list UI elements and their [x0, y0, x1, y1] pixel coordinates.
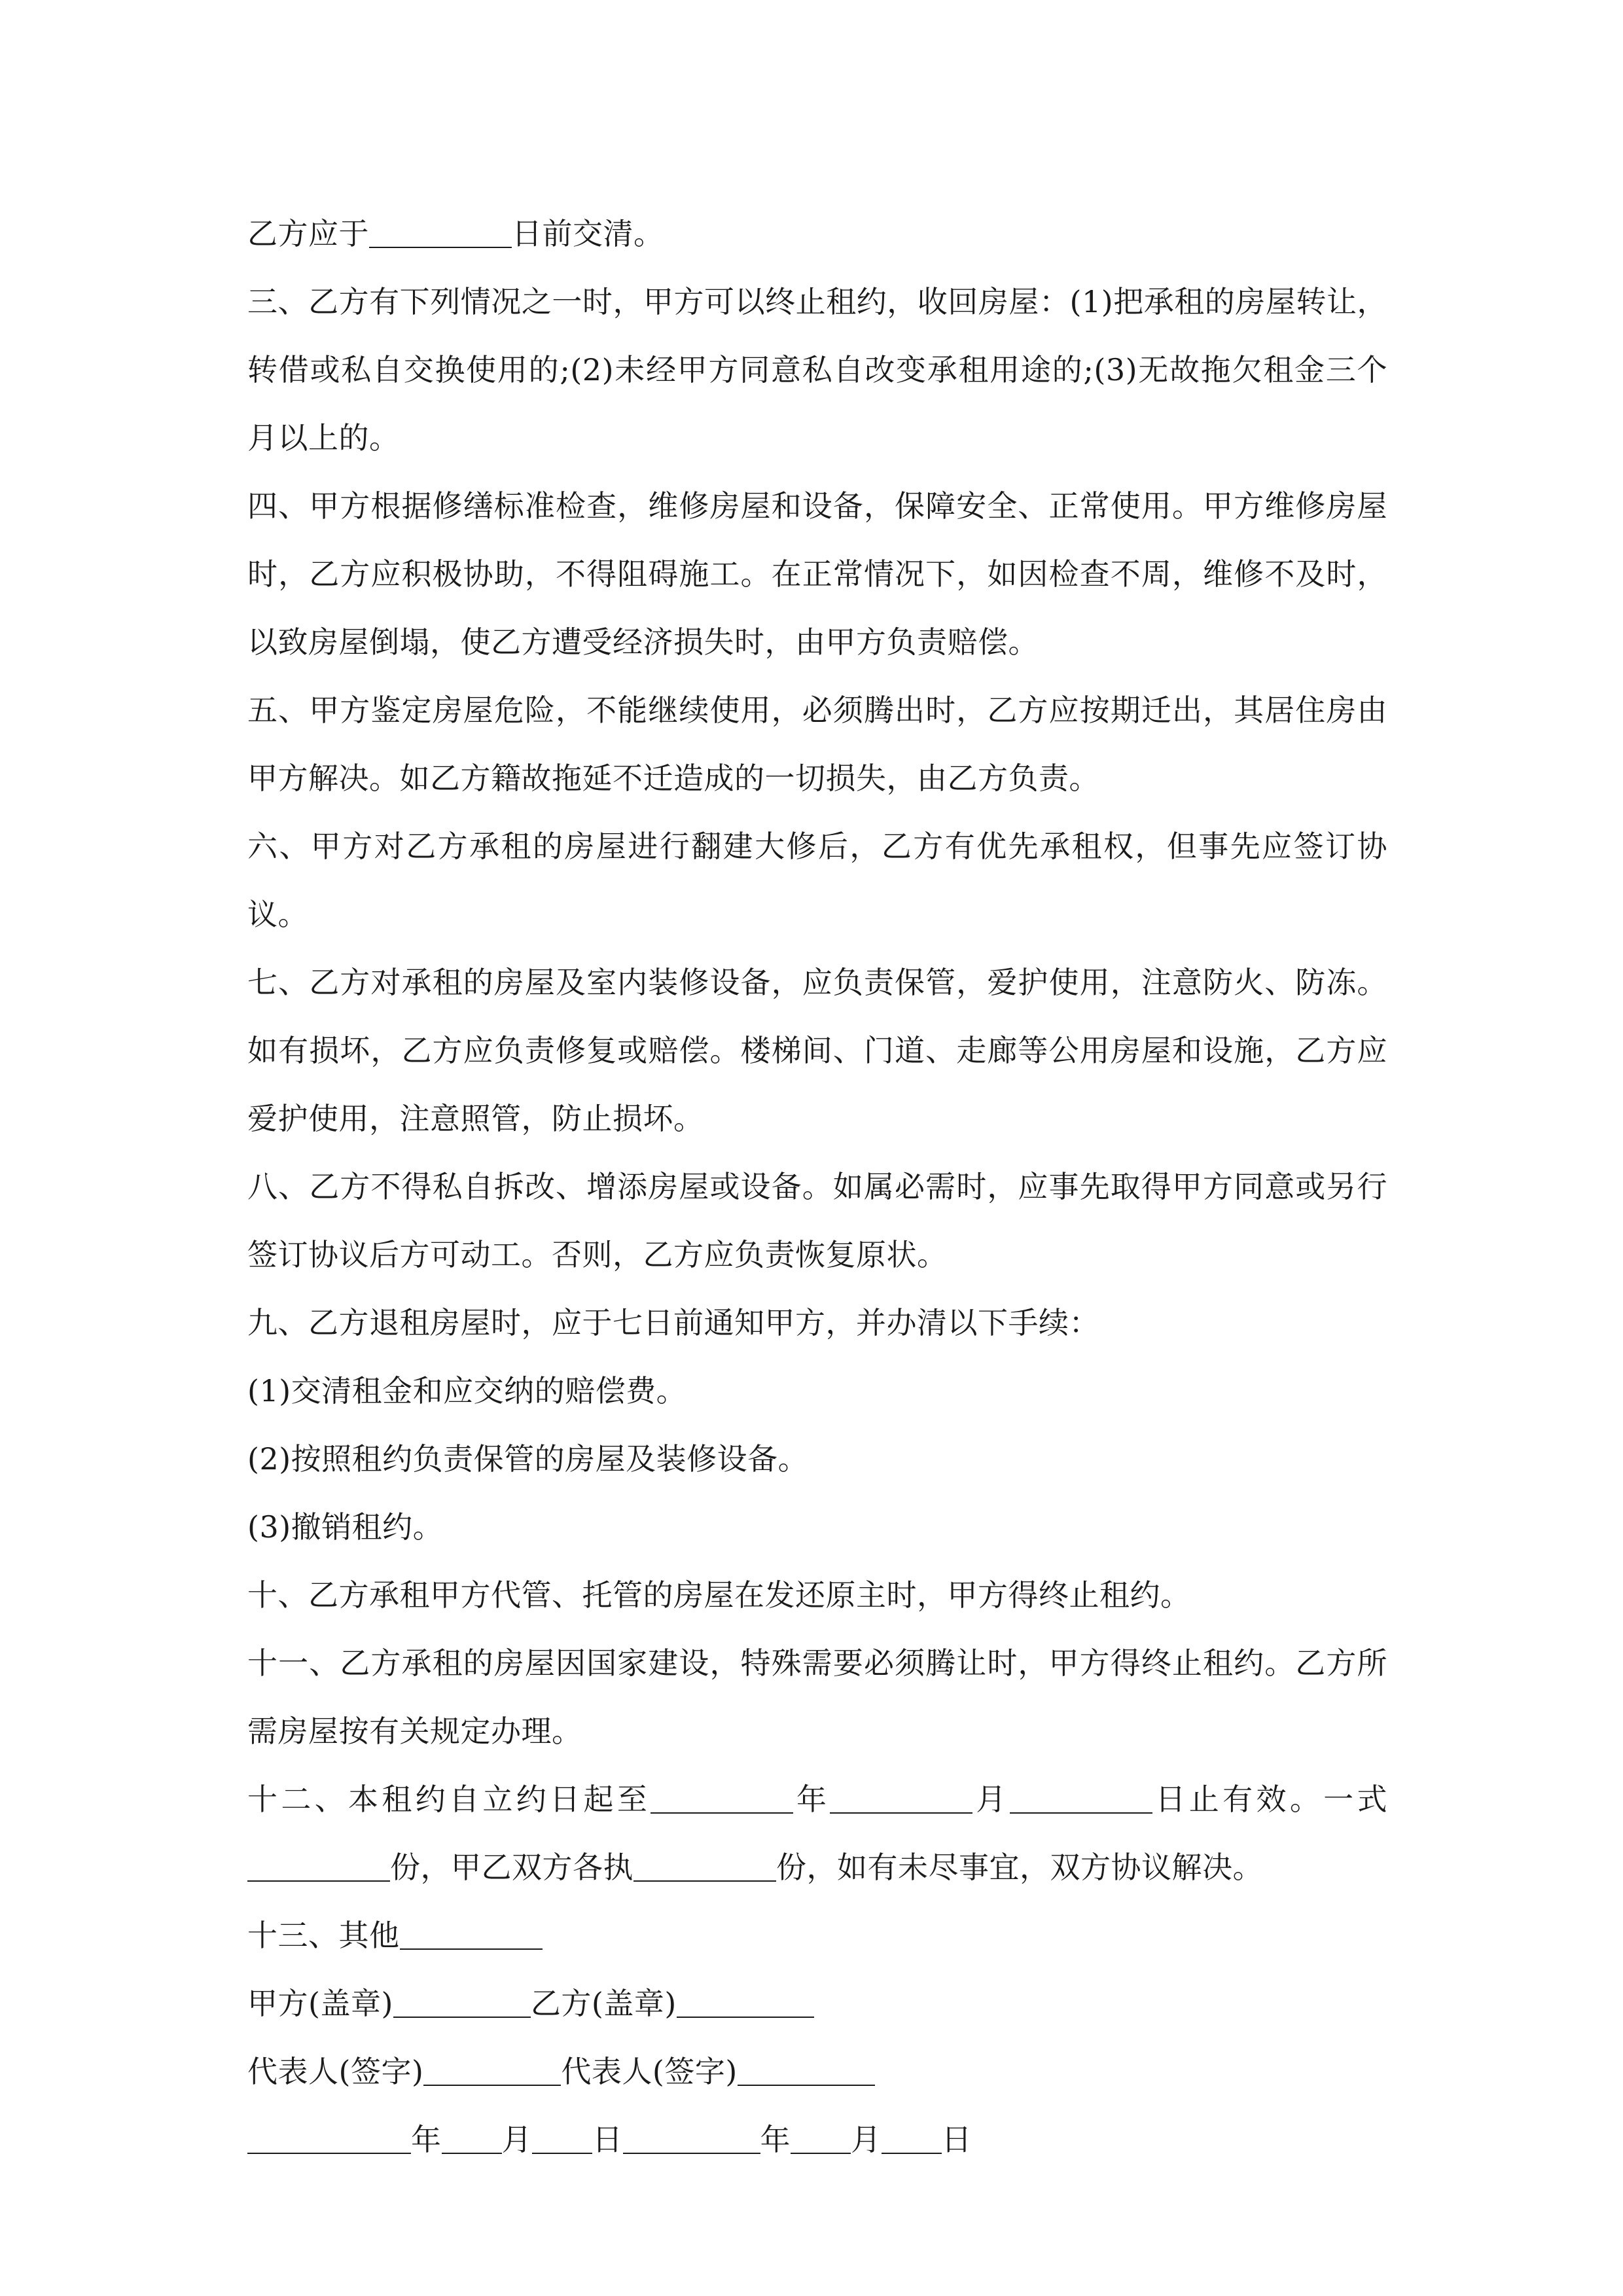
rep-a-signature-label: 代表人(签字)	[247, 2054, 424, 2089]
party-b-seal-label: 乙方(盖章)	[530, 1986, 677, 2021]
end-day-blank	[1010, 1784, 1152, 1814]
clause-12-text-1: 十二、本租约自立约日起至	[247, 1782, 651, 1817]
party-b-month-label: 月	[851, 2122, 882, 2157]
payment-date-blank	[369, 218, 512, 248]
clause-12-text-4: 份，如有未尽事宜，双方协议解决。	[776, 1850, 1263, 1885]
clause-9: 九、乙方退租房屋时，应于七日前通知甲方，并办清以下手续：	[247, 1305, 1099, 1340]
clause-10: 十、乙方承租甲方代管、托管的房屋在发还原主时，甲方得终止租约。	[247, 1577, 1191, 1613]
copies-each-blank	[633, 1852, 776, 1882]
signature-line	[247, 2037, 1387, 2106]
rep-b-signature-label: 代表人(签字)	[561, 2054, 738, 2089]
party-a-month-label: 月	[501, 2122, 532, 2157]
other-terms-blank	[400, 1920, 543, 1950]
party-a-day-blank	[532, 2124, 592, 2154]
party-a-year-label: 年	[411, 2122, 442, 2157]
rep-a-signature-blank	[423, 2056, 561, 2086]
clause-11: 十一、乙方承租的房屋因国家建设，特殊需要必须腾让时，甲方得终止租约。乙方所需房屋按有关规定办理。	[247, 1645, 1387, 1749]
clause-6: 六、甲方对乙方承租的房屋进行翻建大修后，乙方有优先承租权，但事先应签订协议。	[247, 829, 1387, 932]
clause-13	[247, 1901, 1387, 1969]
party-b-day-blank	[882, 2124, 942, 2154]
clause-9-item-3: (3)撤销租约。	[247, 1509, 444, 1545]
payment-deadline-line	[247, 200, 1387, 268]
clause-4: 四、甲方根据修缮标准检查，维修房屋和设备，保障安全、正常使用。甲方维修房屋时，乙方应积极协助，不得阻碍施工。在正常情况下，如因检查不周，维修不及时，以致房屋倒塌，使乙方遭受经济损失时，由甲方负责赔偿。	[247, 488, 1387, 660]
date-line	[247, 2106, 1387, 2174]
clause-8: 八、乙方不得私自拆改、增添房屋或设备。如属必需时，应事先取得甲方同意或另行签订协议后方可动工。否则，乙方应负责恢复原状。	[247, 1169, 1387, 1272]
rep-b-signature-blank	[738, 2056, 875, 2086]
seal-line	[247, 1969, 1387, 2037]
clause-12-text-2: 日止有效。一式	[1152, 1782, 1388, 1817]
party-a-month-blank	[442, 2124, 502, 2154]
clause-9-item-1: (1)交清租金和应交纳的赔偿费。	[247, 1373, 687, 1408]
end-year-blank	[651, 1784, 793, 1814]
clause-5: 五、甲方鉴定房屋危险，不能继续使用，必须腾出时，乙方应按期迁出，其居住房由甲方解决。如乙方籍故拖延不迁造成的一切损失，由乙方负责。	[247, 692, 1387, 796]
payment-deadline-suffix: 日前交清。	[512, 216, 664, 251]
party-b-day-label: 日	[941, 2122, 972, 2157]
party-b-year-blank	[623, 2124, 760, 2154]
party-a-seal-blank	[393, 1988, 531, 2018]
clause-12-text-3: 份，甲乙双方各执	[390, 1850, 633, 1885]
party-a-year-blank	[247, 2124, 411, 2154]
clause-7: 七、乙方对承租的房屋及室内装修设备，应负责保管，爱护使用，注意防火、防冻。如有损坏，乙方应负责修复或赔偿。楼梯间、门道、走廊等公用房屋和设施，乙方应爱护使用，注意照管，防止损坏。	[247, 965, 1387, 1136]
clause-12-month: 月	[972, 1782, 1010, 1817]
party-b-year-label: 年	[760, 2122, 791, 2157]
clause-12	[247, 1765, 1387, 1901]
party-b-month-blank	[791, 2124, 851, 2154]
payment-deadline-prefix: 乙方应于	[247, 216, 369, 251]
copies-blank	[247, 1852, 390, 1882]
clause-13-label: 十三、其他	[247, 1918, 400, 1953]
clause-12-year: 年	[793, 1782, 830, 1817]
end-month-blank	[830, 1784, 972, 1814]
party-a-day-label: 日	[592, 2122, 623, 2157]
clause-3: 三、乙方有下列情况之一时，甲方可以终止租约，收回房屋：(1)把承租的房屋转让，转借或私自交换使用的;(2)未经甲方同意私自改变承租用途的;(3)无故拖欠租金三个月以上的。	[247, 284, 1387, 456]
contract-body	[247, 200, 1387, 2174]
party-a-seal-label: 甲方(盖章)	[247, 1986, 393, 2021]
party-b-seal-blank	[677, 1988, 814, 2018]
clause-9-item-2: (2)按照租约负责保管的房屋及装修设备。	[247, 1441, 809, 1477]
